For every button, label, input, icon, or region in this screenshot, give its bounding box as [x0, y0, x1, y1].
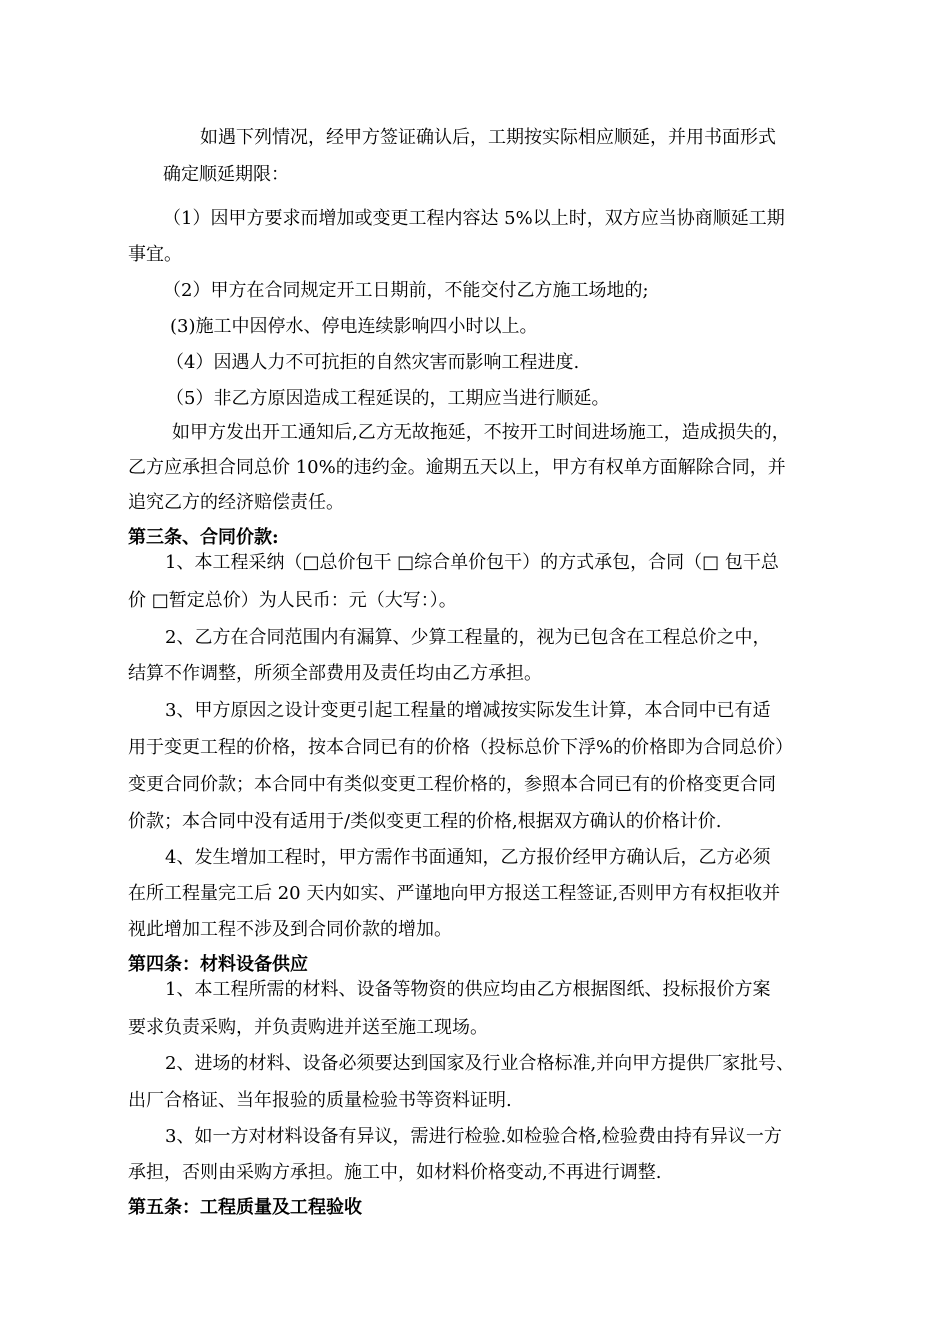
clause-line: 视此增加工程不涉及到合同价款的增加。	[128, 919, 452, 940]
list-item-4: （4）因遇人力不可抗拒的自然灾害而影响工程进度.	[166, 352, 580, 373]
clause-line: 1、本工程采纳（□总价包干 □综合单价包干）的方式承包，合同（□ 包干总	[165, 552, 779, 573]
clause-line: 在所工程量完工后 20 天内如实、严谨地向甲方报送工程签证,否则甲方有权拒收并	[128, 883, 781, 904]
clause-line: 变更合同价款；本合同中有类似变更工程价格的，参照本合同已有的价格变更合同	[128, 774, 776, 795]
paragraph-line: 事宜。	[128, 244, 182, 265]
clause-line: 3、甲方原因之设计变更引起工程量的增减按实际发生计算，本合同中已有适	[165, 700, 771, 721]
paragraph-line: 如遇下列情况，经甲方签证确认后，工期按实际相应顺延，并用书面形式	[200, 127, 776, 148]
clause-line: 价 □暂定总价）为人民币：元（大写：）。	[128, 590, 457, 611]
list-item-3: (3)施工中因停水、停电连续影响四小时以上。	[170, 316, 538, 337]
section-heading-4: 第四条：材料设备供应	[128, 954, 308, 975]
paragraph-line: 如甲方发出开工通知后,乙方无故拖延，不按开工时间进场施工，造成损失的，	[172, 422, 790, 443]
clause-line: 1、本工程所需的材料、设备等物资的供应均由乙方根据图纸、投标报价方案	[165, 979, 771, 1000]
clause-line: 要求负责采购，并负责购进并送至施工现场。	[128, 1017, 488, 1038]
paragraph-line: 追究乙方的经济赔偿责任。	[128, 492, 344, 513]
list-item-5: （5）非乙方原因造成工程延误的，工期应当进行顺延。	[166, 388, 610, 409]
clause-line: 结算不作调整，所须全部费用及责任均由乙方承担。	[128, 663, 542, 684]
list-item-2: （2）甲方在合同规定开工日期前，不能交付乙方施工场地的;	[163, 280, 649, 301]
clause-line: 2、进场的材料、设备必须要达到国家及行业合格标准,并向甲方提供厂家批号、	[165, 1053, 795, 1074]
list-item-1: （1）因甲方要求而增加或变更工程内容达 5%以上时，双方应当协商顺延工期	[163, 208, 785, 229]
section-heading-5: 第五条：工程质量及工程验收	[128, 1197, 362, 1218]
paragraph-line: 乙方应承担合同总价 10%的违约金。逾期五天以上，甲方有权单方面解除合同，并	[128, 457, 786, 478]
clause-line: 承担，否则由采购方承担。施工中，如材料价格变动,不再进行调整.	[128, 1162, 662, 1183]
section-heading-3: 第三条、合同价款:	[128, 527, 279, 548]
clause-line: 2、乙方在合同范围内有漏算、少算工程量的，视为已包含在工程总价之中，	[165, 627, 771, 648]
clause-line: 出厂合格证、当年报验的质量检验书等资料证明.	[128, 1090, 512, 1111]
clause-line: 用于变更工程的价格，按本合同已有的价格（投标总价下浮%的价格即为合同总价）	[128, 737, 794, 758]
clause-line: 3、如一方对材料设备有异议，需进行检验.如检验合格,检验费由持有异议一方	[165, 1126, 782, 1147]
clause-line: 4、发生增加工程时，甲方需作书面通知，乙方报价经甲方确认后，乙方必须	[165, 847, 771, 868]
clause-line: 价款；本合同中没有适用于/类似变更工程的价格,根据双方确认的价格计价.	[128, 811, 722, 832]
paragraph-line: 确定顺延期限：	[163, 164, 289, 185]
